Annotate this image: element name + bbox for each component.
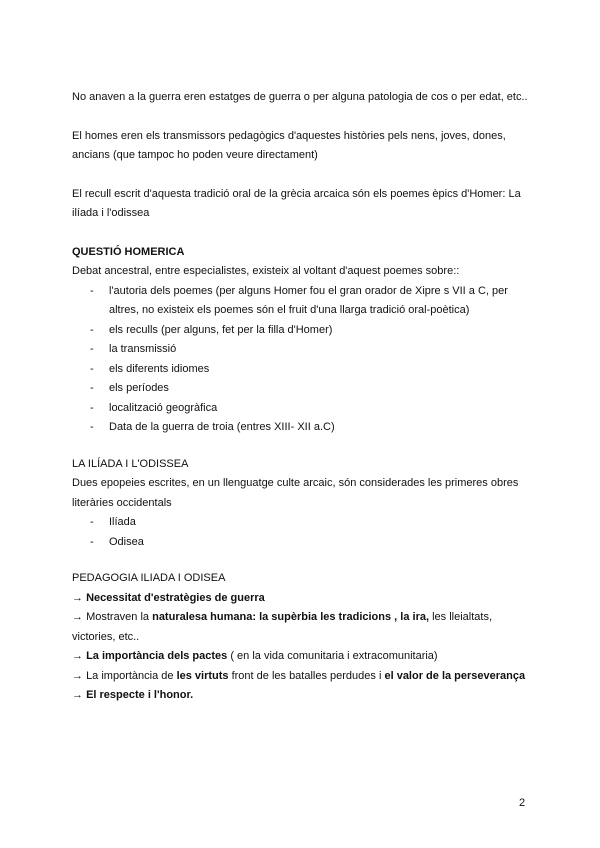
questio-heading: QUESTIÓ HOMERICA — [72, 245, 185, 258]
dash-bullet: - — [90, 343, 94, 355]
list-item: - l'autoria dels poemes (per alguns Homer fou el gran orador de Xipre s VII a C, per altres, no existeix els poemes són el fruit d'una llarga tradició oral-poètica) — [72, 282, 532, 321]
dash-bullet: - — [90, 362, 94, 375]
list-item: - els diferents idiomes — [72, 360, 532, 380]
arrow-icon: → — [72, 669, 83, 682]
pedagogia-line-5: → El respecte i l'honor. — [72, 689, 194, 701]
dash-bullet: - — [90, 421, 94, 433]
paragraph-3: El recull escrit d'aquesta tradició oral de la grècia arcaica són els poemes èpics d'Homer: La ilíada i l'odissea — [72, 187, 521, 219]
arrow-icon: → — [72, 689, 83, 701]
paragraph-2: El homes eren els transmissors pedagògics d'aquestes històries pels nens, joves, dones, ancians (que tampoc ho poden veure directament) — [72, 129, 506, 161]
list-item: - Odisea — [72, 533, 532, 553]
dash-bullet: - — [90, 323, 94, 336]
pedagogia-line-1: → Necessitat d'estratègies de guerra — [72, 591, 265, 604]
dash-bullet: - — [90, 284, 94, 297]
questio-intro: Debat ancestral, entre especialistes, existeix al voltant d'aquest poemes sobre:: — [72, 265, 460, 277]
pedagogia-line-4: → La importància de les virtuts front de les batalles perdudes i el valor de la perseverança — [72, 669, 526, 682]
page-number: 2 — [519, 797, 526, 809]
arrow-icon: → — [72, 611, 83, 623]
dash-bullet: - — [90, 535, 94, 548]
list-item: - la transmissió — [72, 340, 532, 360]
list-item: - els reculls (per alguns, fet per la filla d'Homer) — [72, 321, 532, 341]
dash-bullet: - — [90, 401, 94, 414]
list-item: - els períodes — [72, 379, 532, 399]
pedagogia-line-2: → Mostraven la naturalesa humana: la supèrbia les tradicions , la ira, les lleialtats, victories, etc.. — [72, 611, 493, 643]
dash-bullet: - — [90, 516, 94, 528]
pedagogia-heading: PEDAGOGIA ILIADA I ODISEA — [72, 572, 226, 584]
dash-bullet: - — [90, 382, 94, 394]
paragraph-1: No anaven a la guerra eren estatges de guerra o per alguna patologia de cos o per edat, etc.. — [72, 91, 528, 103]
arrow-icon: → — [72, 591, 83, 604]
list-item: - Ilíada — [72, 513, 532, 533]
list-item: - localització geogràfica — [72, 399, 532, 419]
questio-list — [72, 282, 532, 438]
iliada-heading: LA ILÍADA I L'ODISSEA — [72, 457, 189, 470]
pedagogia-line-3: → La importància dels pactes ( en la vida comunitaria i extracomunitaria) — [72, 650, 438, 662]
iliada-intro: Dues epopeies escrites, en un llenguatge culte arcaic, són considerades les primeres obres literàries occidentals — [72, 477, 519, 509]
arrow-icon: → — [72, 650, 83, 662]
iliada-list — [72, 513, 532, 552]
list-item: - Data de la guerra de troia (entres XIII- XII a.C) — [72, 418, 532, 438]
document-page — [72, 88, 532, 706]
